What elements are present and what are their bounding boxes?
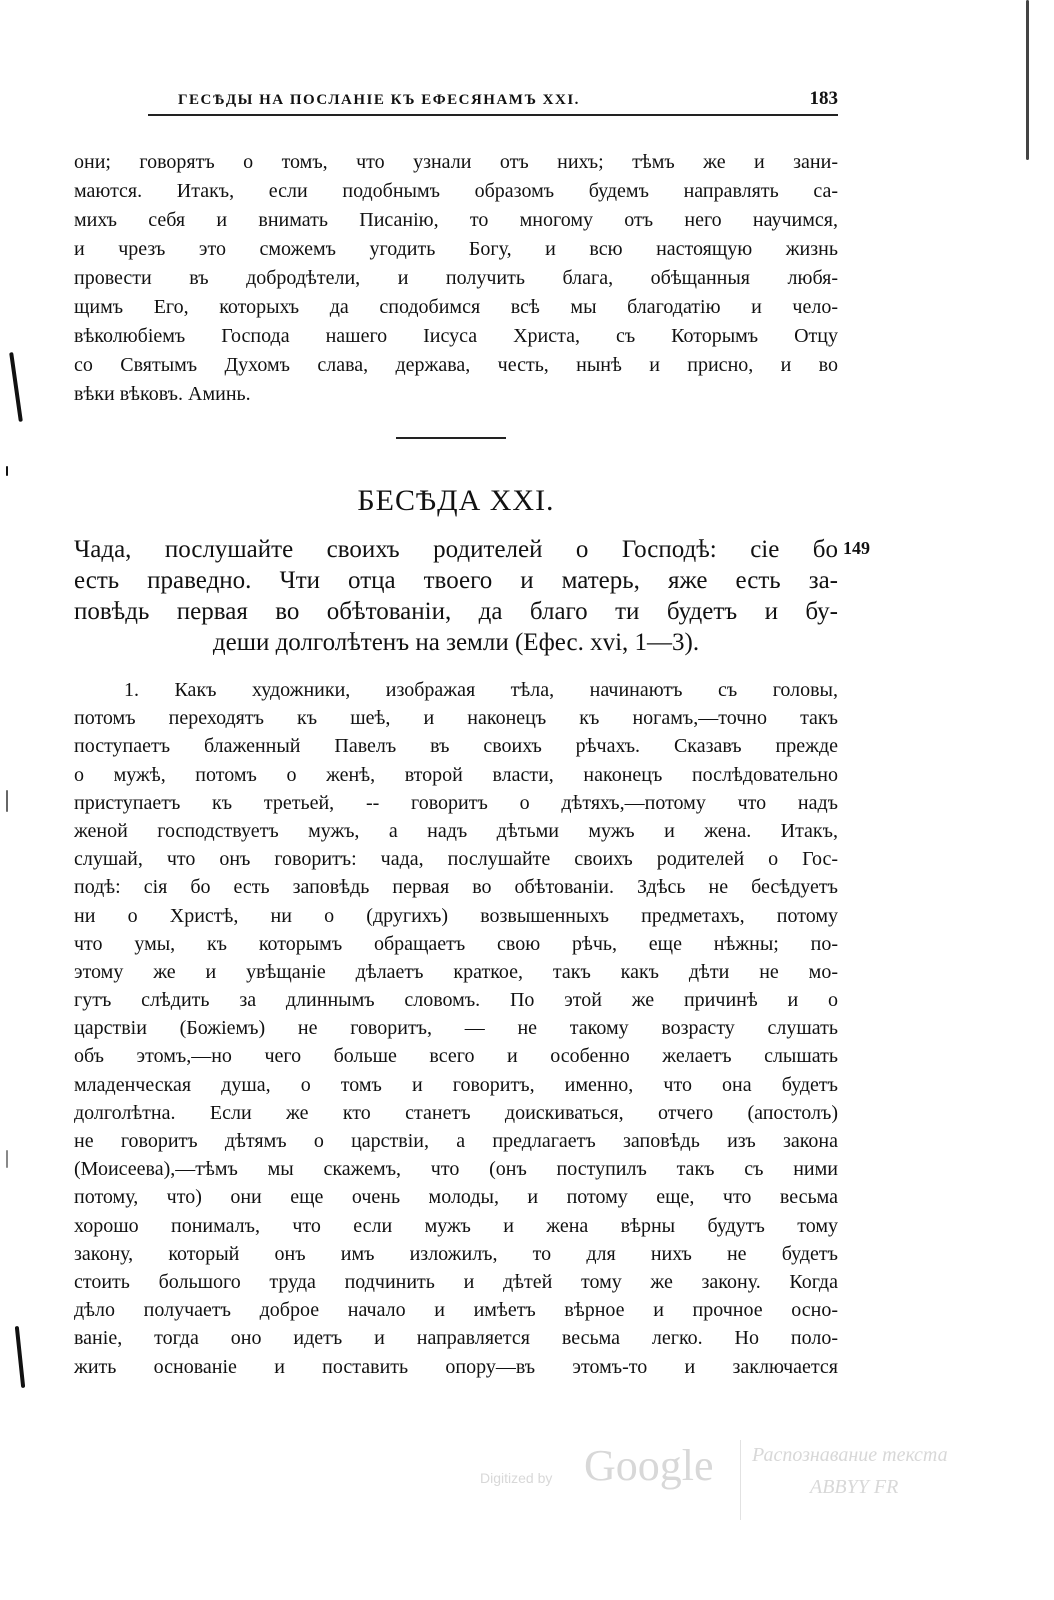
page-header <box>148 88 838 116</box>
body-text <box>74 676 838 1381</box>
margin-page-number: 149 <box>843 538 870 558</box>
margin-scan-mark <box>9 352 23 422</box>
text-line: потому, что) они еще очень молоды, и потому еще, что весьма <box>74 1186 838 1209</box>
text-line: закону, который онъ имъ изложилъ, то для нихъ не будетъ <box>74 1242 838 1265</box>
epigraph-line: есть праведно. Чти отца твоего и матерь, яже есть за- <box>74 567 838 594</box>
text-line: подѣ: сія бо есть заповѣдь первая во обѣтованіи. Здѣсь не бесѣдуетъ <box>74 876 838 899</box>
text-line: вѣколюбіемъ Господа нашего Іисуса Христа, съ Которымъ Отцу <box>74 325 838 347</box>
text-line: провести въ добродѣтели, и получить блага, обѣщанныя любя- <box>74 267 838 289</box>
text-line: щимъ Его, которыхъ да сподобимся всѣ мы благодатію и чело- <box>74 296 838 318</box>
epigraph <box>74 534 838 658</box>
text-line: маются. Итакъ, если подобнымъ образомъ будемъ направлять са- <box>74 180 838 202</box>
text-line: и чрезъ это сможемъ угодить Богу, и всю настоящую жизнь <box>74 238 838 260</box>
text-line: не говоритъ дѣтямъ о царствіи, а предлагаетъ заповѣдь изъ закона <box>74 1130 838 1152</box>
epigraph-line: деши долголѣтенъ на земли (Ефес. xvi, 1—3). <box>212 629 700 656</box>
text-line: вѣки вѣковъ. Аминь. <box>74 383 251 405</box>
text-line: они; говорятъ о томъ, что узнали отъ нихъ; тѣмъ же и зани- <box>74 151 838 173</box>
text-line: дѣло получаетъ доброе начало и имѣетъ вѣрное и прочное осно- <box>74 1299 838 1322</box>
edge-scan-mark <box>1026 0 1029 160</box>
text-line: жить основаніе и поставить опору—въ этомъ-то и заключается <box>74 1355 838 1378</box>
watermark-ocr-line1: Распознавание текста <box>752 1444 948 1466</box>
text-line: ни о Христѣ, ни о (другихъ) возвышенныхъ предметахъ, потому <box>74 904 838 927</box>
text-line: потомъ переходятъ къ шеѣ, и наконецъ къ ногамъ,—точно такъ <box>74 707 838 730</box>
text-line: что умы, къ которымъ обращаетъ свою рѣчь, еще нѣжны; по- <box>74 932 838 955</box>
closing-paragraph <box>74 148 838 409</box>
text-line: гутъ слѣдить за длиннымъ словомъ. По этой же причинѣ и о <box>74 989 838 1012</box>
watermark-brand: Google <box>584 1441 714 1490</box>
text-line: женой господствуетъ мужъ, а надъ дѣтьми мужъ и жена. Итакъ, <box>74 819 838 842</box>
watermark-divider <box>740 1440 741 1520</box>
digitization-watermark <box>480 1440 1020 1510</box>
margin-scan-mark <box>6 790 8 812</box>
text-line: со Святымъ Духомъ слава, держава, честь, нынѣ и присно, и во <box>74 354 838 376</box>
text-line: 1. Какъ художники, изображая тѣла, начинаютъ съ головы, <box>124 679 838 701</box>
watermark-digitized-by: Digitized by <box>480 1470 553 1486</box>
text-line: младенческая душа, о томъ и говоритъ, именно, что она будетъ <box>74 1073 838 1096</box>
text-line: царствіи (Божіемъ) не говоритъ, — не такому возрасту слушать <box>74 1017 838 1040</box>
text-line: объ этомъ,—но чего больше всего и особенно желаетъ слышать <box>74 1045 838 1068</box>
text-line: хорошо понималъ, что если мужъ и жена вѣрны будутъ тому <box>74 1214 838 1237</box>
text-line: приступаетъ къ третьей, -- говоритъ о дѣтяхъ,—потому что надъ <box>74 791 838 814</box>
section-divider <box>396 437 506 439</box>
text-line: михъ себя и внимать Писанію, то многому отъ него научимся, <box>74 209 838 231</box>
section-title: БЕСѢДА XXI. <box>357 484 555 517</box>
text-line: стоить большого труда подчинить и дѣтей тому же закону. Когда <box>74 1270 838 1293</box>
margin-scan-mark <box>15 1326 25 1388</box>
text-line: о мужѣ, потомъ о женѣ, второй власти, наконецъ послѣдовательно <box>74 763 838 786</box>
text-line: долголѣтна. Если же кто станетъ доискиваться, отчего (апостолъ) <box>74 1101 838 1124</box>
text-line: ваніе, тогда оно идетъ и направляется весьма легко. Но поло- <box>74 1327 838 1350</box>
margin-scan-mark <box>6 1150 8 1168</box>
page-number: 183 <box>809 88 838 109</box>
epigraph-line: Чада, послушайте своихъ родителей о Господѣ: сіе бо <box>74 536 838 563</box>
text-line: этому же и увѣщаніе дѣлаетъ краткое, такъ какъ дѣти не мо- <box>74 960 838 983</box>
text-line: слушай, что онъ говоритъ: чада, послушайте своихъ родителей о Гос- <box>74 848 838 871</box>
epigraph-line: повѣдь первая во обѣтованіи, да благо ти будетъ и бу- <box>74 598 838 625</box>
margin-scan-mark <box>6 466 8 476</box>
text-line: поступаетъ блаженный Павелъ въ своихъ рѣчахъ. Сказавъ прежде <box>74 735 838 758</box>
watermark-ocr-line2: ABBYY FR <box>810 1476 899 1498</box>
text-line: (Моисеева),—тѣмъ мы скажемъ, что (онъ поступилъ такъ съ ними <box>74 1158 838 1181</box>
running-title: ГЕСѢДЫ НА ПОСЛАНІЕ КЪ ЕФЕСЯНАМЪ XXI. <box>178 92 580 108</box>
